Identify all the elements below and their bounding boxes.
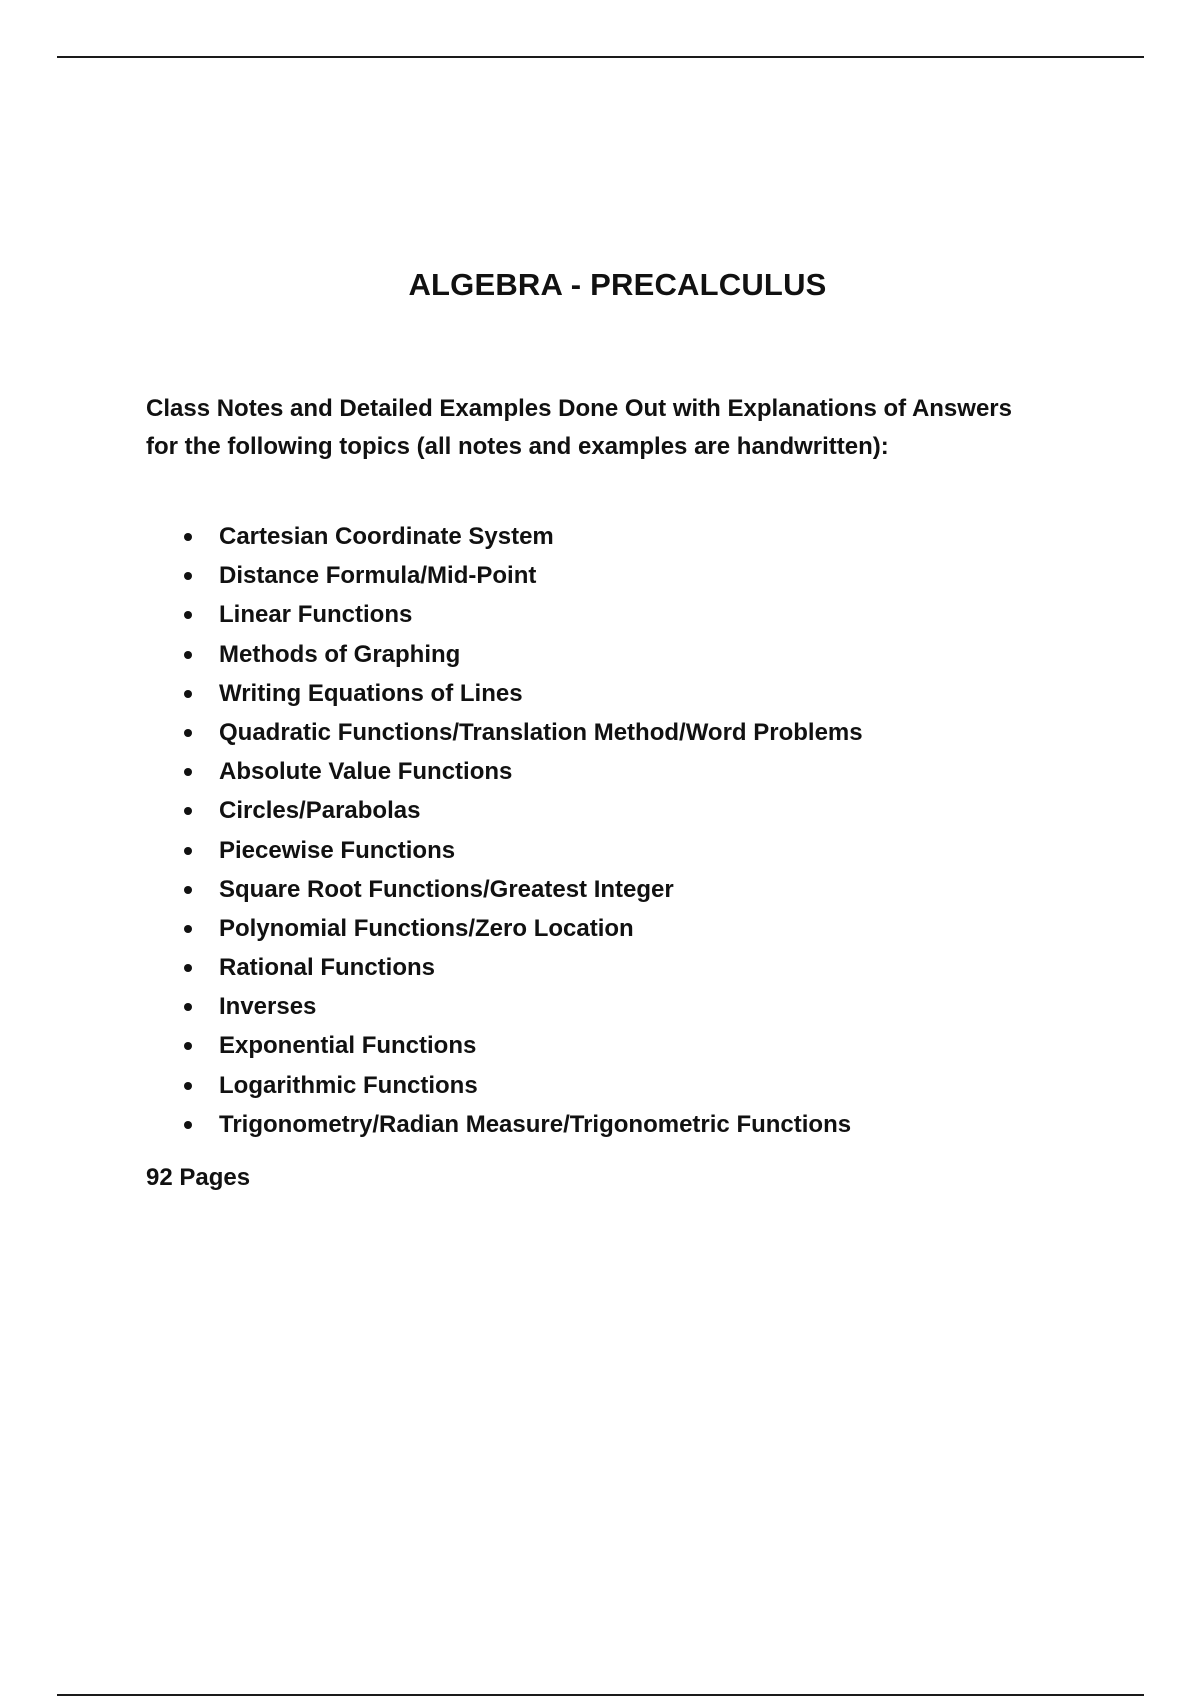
topic-label: Polynomial Functions/Zero Location [219,914,634,942]
list-item [146,674,863,713]
list-item [146,1105,863,1144]
topic-label: Inverses [219,993,317,1021]
topic-label: Piecewise Functions [219,836,456,864]
list-item [146,595,863,634]
list-item [146,870,863,909]
topic-label: Absolute Value Functions [219,758,513,786]
topic-label: Quadratic Functions/Translation Method/Word Problems [219,718,863,746]
list-item [146,909,863,948]
bullet-icon [184,1003,192,1011]
intro-paragraph: Class Notes and Detailed Examples Done Out with Explanations of Answers for the following topics (all notes and examples are handwritten): [146,395,1012,460]
list-item [146,987,863,1026]
bullet-icon [184,729,192,737]
topic-label: Rational Functions [219,954,435,982]
bullet-icon [184,886,192,894]
bullet-icon [184,611,192,619]
list-item [146,1026,863,1065]
list-item [146,713,863,752]
list-item [146,1066,863,1105]
list-item [146,635,863,674]
list-item [146,791,863,830]
topic-label: Square Root Functions/Greatest Integer [219,875,674,903]
topic-list [146,517,863,1144]
bullet-icon [184,533,192,541]
list-item [146,556,863,595]
topic-label: Writing Equations of Lines [219,679,523,707]
bullet-icon [184,651,192,659]
bullet-icon [184,1121,192,1129]
topic-label: Linear Functions [219,601,413,629]
bottom-rule [57,1694,1144,1696]
list-item [146,831,863,870]
bullet-icon [184,847,192,855]
topic-label: Logarithmic Functions [219,1071,478,1099]
bullet-icon [184,690,192,698]
list-item [146,752,863,791]
document-title: ALGEBRA - PRECALCULUS [408,267,827,302]
top-rule [57,56,1144,58]
bullet-icon [184,807,192,815]
topic-label: Methods of Graphing [219,640,461,668]
page-count: 92 Pages [146,1164,251,1191]
topic-label: Cartesian Coordinate System [219,523,554,550]
topic-label: Trigonometry/Radian Measure/Trigonometric Functions [219,1110,852,1138]
list-item [146,517,863,556]
topic-label: Distance Formula/Mid-Point [219,562,537,590]
bullet-icon [184,1042,192,1050]
bullet-icon [184,768,192,776]
bullet-icon [184,964,192,972]
bullet-icon [184,1082,192,1090]
topic-label: Circles/Parabolas [219,797,421,825]
list-item [146,948,863,987]
topic-label: Exponential Functions [219,1032,477,1060]
bullet-icon [184,925,192,933]
bullet-icon [184,572,192,580]
